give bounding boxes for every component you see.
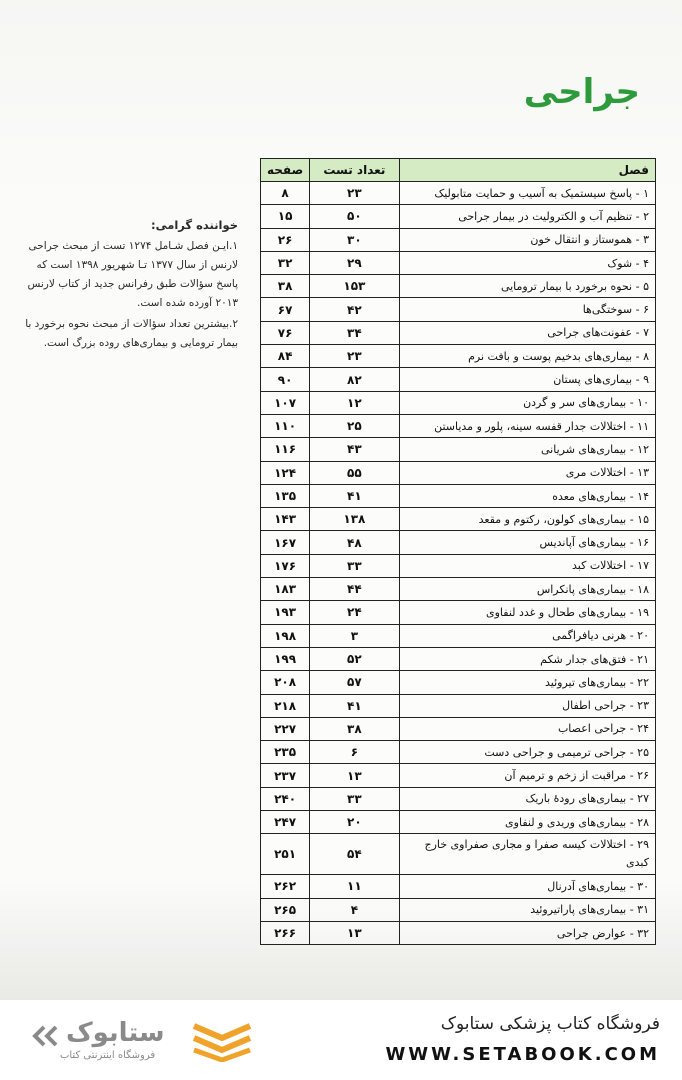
chapter-cell: ۱۰ - بیماری‌های سر و گردن xyxy=(399,391,655,414)
page-cell: ۲۰۸ xyxy=(261,671,310,694)
page-cell: ۱۹۸ xyxy=(261,624,310,647)
count-cell: ۴۱ xyxy=(310,484,399,507)
page-cell: ۱۷۶ xyxy=(261,554,310,577)
chapter-cell: ۲۲ - بیماری‌های تیروئید xyxy=(399,671,655,694)
chapter-cell: ۳ - هموستاز و انتقال خون xyxy=(399,228,655,251)
table-row xyxy=(261,834,656,875)
table-header-row xyxy=(261,159,656,182)
table-row xyxy=(261,508,656,531)
count-cell: ۳۸ xyxy=(310,717,399,740)
table-row xyxy=(261,875,656,898)
table-row xyxy=(261,787,656,810)
page-cell: ۱۰۷ xyxy=(261,391,310,414)
table-row xyxy=(261,717,656,740)
table-row xyxy=(261,438,656,461)
count-cell: ۱۲ xyxy=(310,391,399,414)
count-cell: ۲۵ xyxy=(310,414,399,437)
table-row xyxy=(261,811,656,834)
page-title: جراحی xyxy=(523,72,640,112)
chapter-cell: ۲۰ - هرنی دیافراگمی xyxy=(399,624,655,647)
table-row xyxy=(261,251,656,274)
chapter-cell: ۱۲ - بیماری‌های شریانی xyxy=(399,438,655,461)
count-cell: ۳۰ xyxy=(310,228,399,251)
page-cell: ۲۱۸ xyxy=(261,694,310,717)
page-cell: ۹۰ xyxy=(261,368,310,391)
page-cell: ۱۱۶ xyxy=(261,438,310,461)
store-url[interactable]: WWW.SETABOOK.COM xyxy=(385,1044,660,1065)
page-cell: ۲۴۰ xyxy=(261,787,310,810)
table-row xyxy=(261,764,656,787)
page-cell: ۱۹۳ xyxy=(261,601,310,624)
table-row xyxy=(261,671,656,694)
header-page: صفحه xyxy=(261,159,310,182)
chapter-cell: ۲۳ - جراحی اطفال xyxy=(399,694,655,717)
chapter-cell: ۱ - پاسخ سیستمیک به آسیب و حمایت متابولیک xyxy=(399,182,655,205)
count-cell: ۶ xyxy=(310,741,399,764)
chapter-cell: ۲۵ - جراحی ترمیمی و جراحی دست xyxy=(399,741,655,764)
header-chapter: فصل xyxy=(399,159,655,182)
note-item: ۱.ایـن فصل شـامل ۱۲۷۴ تست از مبحث جراحی لارنس از سال ۱۳۷۷ تـا شهریور ۱۳۹۸ است که پاسخ سؤالات طبق رفرانس جدید از کتاب لارنس ۲۰۱۳ آورده شده است. xyxy=(27,240,238,309)
page-cell: ۲۲۷ xyxy=(261,717,310,740)
table-row xyxy=(261,554,656,577)
table-row xyxy=(261,205,656,228)
count-cell: ۱۳ xyxy=(310,764,399,787)
count-cell: ۳۳ xyxy=(310,554,399,577)
count-cell: ۴۴ xyxy=(310,578,399,601)
page-cell: ۲۳۵ xyxy=(261,741,310,764)
page-cell: ۱۱۰ xyxy=(261,414,310,437)
page-cell: ۱۴۳ xyxy=(261,508,310,531)
count-cell: ۴۳ xyxy=(310,438,399,461)
chapter-cell: ۳۱ - بیماری‌های پاراتیروئید xyxy=(399,898,655,921)
page-cell: ۱۲۴ xyxy=(261,461,310,484)
table-row xyxy=(261,228,656,251)
chapter-cell: ۴ - شوک xyxy=(399,251,655,274)
count-cell: ۲۹ xyxy=(310,251,399,274)
chapter-cell: ۱۷ - اختلالات کبد xyxy=(399,554,655,577)
count-cell: ۳۴ xyxy=(310,321,399,344)
chapter-cell: ۹ - بیماری‌های پستان xyxy=(399,368,655,391)
page-cell: ۲۳۷ xyxy=(261,764,310,787)
page-cell: ۶۷ xyxy=(261,298,310,321)
count-cell: ۱۳۸ xyxy=(310,508,399,531)
count-cell: ۳۳ xyxy=(310,787,399,810)
table-row xyxy=(261,531,656,554)
count-cell: ۱۵۳ xyxy=(310,275,399,298)
note-heading: خواننده گرامی: xyxy=(150,218,238,232)
table-row xyxy=(261,741,656,764)
table-row xyxy=(261,578,656,601)
table-row xyxy=(261,898,656,921)
page-cell: ۳۲ xyxy=(261,251,310,274)
table-row xyxy=(261,321,656,344)
store-logo xyxy=(30,1018,260,1066)
table-row xyxy=(261,298,656,321)
table-body xyxy=(261,182,656,945)
chapter-cell: ۱۸ - بیماری‌های پانکراس xyxy=(399,578,655,601)
chapter-cell: ۲۷ - بیماری‌های رودهٔ باریک xyxy=(399,787,655,810)
page-cell: ۳۸ xyxy=(261,275,310,298)
table-row xyxy=(261,275,656,298)
count-cell: ۴۱ xyxy=(310,694,399,717)
count-cell: ۵۴ xyxy=(310,834,399,875)
logo-subtext: فروشگاه اینترنتی کتاب xyxy=(60,1050,156,1061)
table-row xyxy=(261,414,656,437)
count-cell: ۲۴ xyxy=(310,601,399,624)
chapter-cell: ۱۹ - بیماری‌های طحال و غدد لنفاوی xyxy=(399,601,655,624)
chapter-cell: ۱۴ - بیماری‌های معده xyxy=(399,484,655,507)
count-cell: ۴ xyxy=(310,898,399,921)
count-cell: ۱۳ xyxy=(310,921,399,944)
chapter-cell: ۱۵ - بیماری‌های کولون، رکتوم و مقعد xyxy=(399,508,655,531)
page-cell: ۱۸۳ xyxy=(261,578,310,601)
page-cell: ۲۶۵ xyxy=(261,898,310,921)
count-cell: ۱۱ xyxy=(310,875,399,898)
chapter-cell: ۲۹ - اختلالات کیسه صفرا و مجاری صفراوی خارج کبدی xyxy=(399,834,655,875)
table-row xyxy=(261,345,656,368)
table-row xyxy=(261,484,656,507)
count-cell: ۵۵ xyxy=(310,461,399,484)
chapter-cell: ۲۶ - مراقبت از زخم و ترمیم آن xyxy=(399,764,655,787)
chapter-cell: ۳۰ - بیماری‌های آدرنال xyxy=(399,875,655,898)
page-cell: ۱۳۵ xyxy=(261,484,310,507)
count-cell: ۴۲ xyxy=(310,298,399,321)
page-cell: ۷۶ xyxy=(261,321,310,344)
count-cell: ۵۷ xyxy=(310,671,399,694)
chapter-cell: ۲ - تنظیم آب و الکترولیت در بیمار جراحی xyxy=(399,205,655,228)
header-count: تعداد تست xyxy=(310,159,399,182)
count-cell: ۲۳ xyxy=(310,182,399,205)
chapter-cell: ۱۶ - بیماری‌های آپاندیس xyxy=(399,531,655,554)
chapter-cell: ۳۲ - عوارض جراحی xyxy=(399,921,655,944)
count-cell: ۸۲ xyxy=(310,368,399,391)
table-row xyxy=(261,647,656,670)
table-row xyxy=(261,182,656,205)
note-item: ۲.بیشترین تعداد سؤالات از مبحث نحوه برخورد با بیمار ترومایی و بیماری‌های روده بزرگ است. xyxy=(25,318,238,349)
page-cell: ۱۹۹ xyxy=(261,647,310,670)
chapter-cell: ۲۸ - بیماری‌های وریدی و لنفاوی xyxy=(399,811,655,834)
count-cell: ۵۰ xyxy=(310,205,399,228)
chapter-cell: ۷ - عفونت‌های جراحی xyxy=(399,321,655,344)
chapter-cell: ۱۳ - اختلالات مری xyxy=(399,461,655,484)
page-cell: ۱۶۷ xyxy=(261,531,310,554)
table-row xyxy=(261,601,656,624)
table-row xyxy=(261,368,656,391)
page-cell: ۸ xyxy=(261,182,310,205)
count-cell: ۲۰ xyxy=(310,811,399,834)
page-cell: ۸۴ xyxy=(261,345,310,368)
store-footer xyxy=(0,1000,682,1080)
count-cell: ۴۸ xyxy=(310,531,399,554)
chapter-cell: ۶ - سوختگی‌ها xyxy=(399,298,655,321)
page-cell: ۲۶۶ xyxy=(261,921,310,944)
page-cell: ۲۶ xyxy=(261,228,310,251)
chapter-cell: ۲۴ - جراحی اعصاب xyxy=(399,717,655,740)
page-cell: ۲۶۲ xyxy=(261,875,310,898)
store-name: فروشگاه کتاب پزشکی ستابوک xyxy=(440,1014,660,1034)
count-cell: ۵۲ xyxy=(310,647,399,670)
chapter-cell: ۲۱ - فتق‌های جدار شکم xyxy=(399,647,655,670)
count-cell: ۲۳ xyxy=(310,345,399,368)
book-chevron-icon xyxy=(190,1022,254,1062)
page-cell: ۲۴۷ xyxy=(261,811,310,834)
chapter-cell: ۱۱ - اختلالات جدار قفسه سینه، پلور و مدیاستن xyxy=(399,414,655,437)
table-row xyxy=(261,694,656,717)
reader-note xyxy=(12,216,238,355)
chapter-cell: ۸ - بیماری‌های بدخیم پوست و بافت نرم xyxy=(399,345,655,368)
page-cell: ۱۵ xyxy=(261,205,310,228)
count-cell: ۳ xyxy=(310,624,399,647)
chapter-table xyxy=(260,158,656,945)
table-row xyxy=(261,921,656,944)
table-row xyxy=(261,391,656,414)
double-arrow-icon xyxy=(30,1024,62,1048)
chapter-cell: ۵ - نحوه برخورد با بیمار ترومایی xyxy=(399,275,655,298)
page-cell: ۲۵۱ xyxy=(261,834,310,875)
logo-text: ستابوک xyxy=(66,1018,165,1048)
table-row xyxy=(261,461,656,484)
table-row xyxy=(261,624,656,647)
